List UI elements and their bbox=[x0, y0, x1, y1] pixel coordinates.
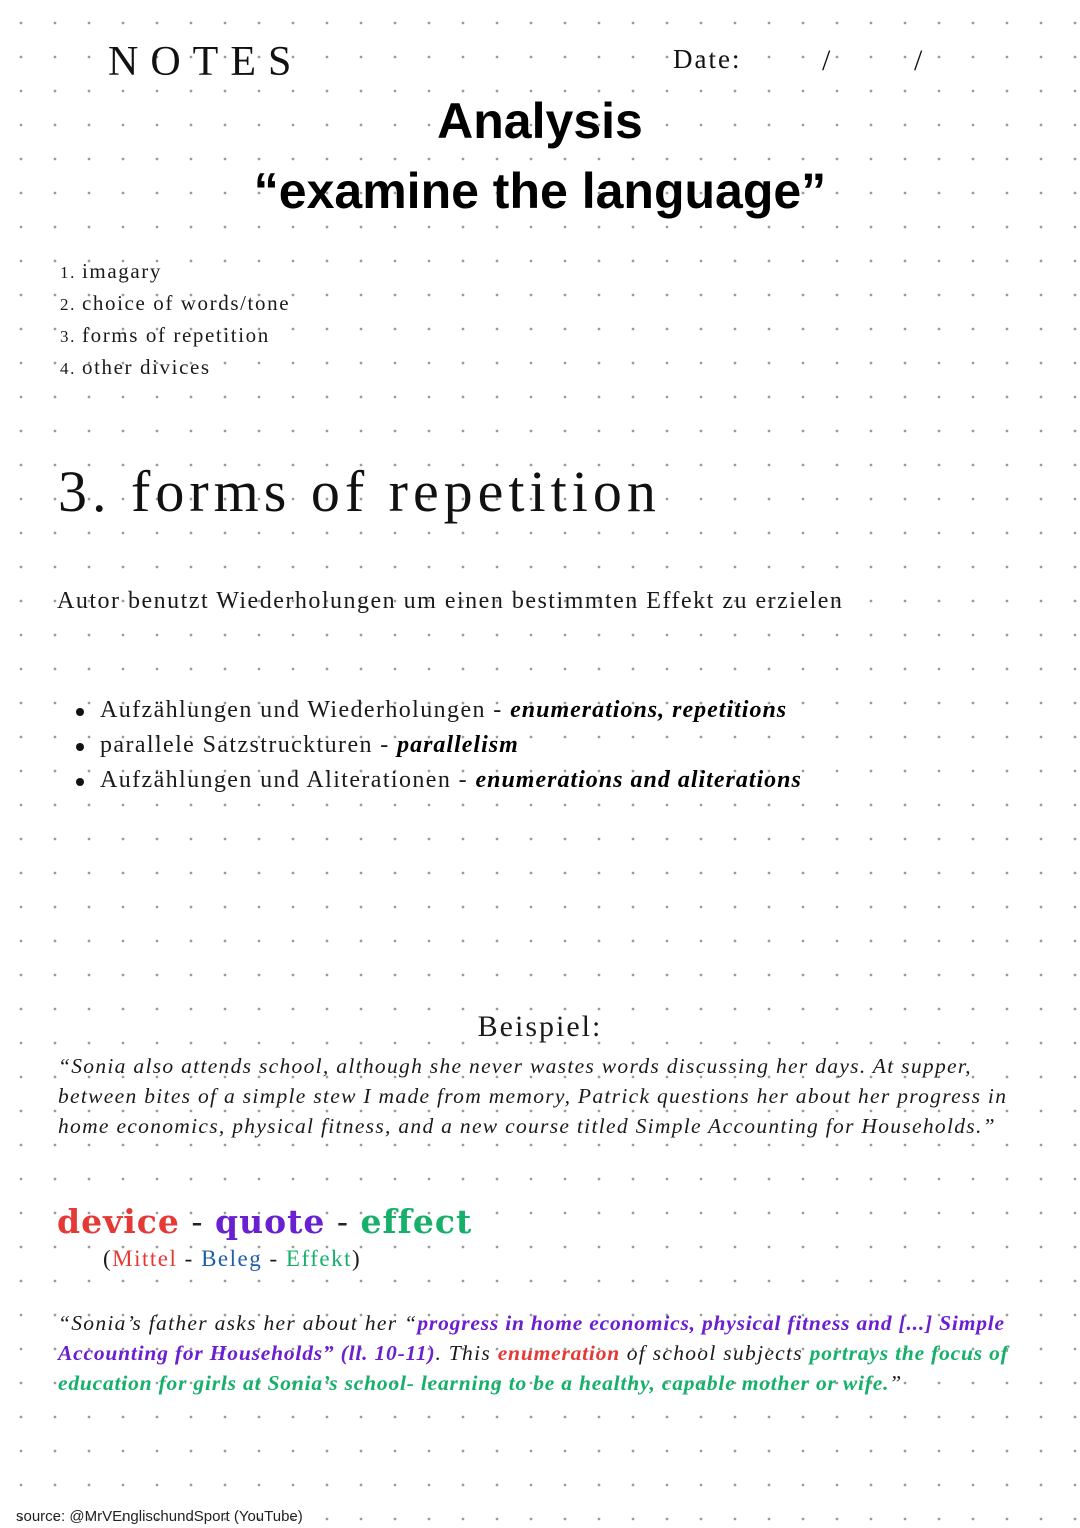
example-quote: “Sonia also attends school, although she never wastes words discussing her days. At supper, between bites of a simple stew I made from memory, Patrick questions her about her progress in home economics, physical fitness, and a new course titled Simple Accounting for Households.” bbox=[58, 1054, 1008, 1138]
paren-open: ( bbox=[103, 1246, 113, 1271]
analysis-effect: portrays the focus of education for girls at Sonia’s school- learning to be a healthy, capable mother or wife. bbox=[58, 1341, 1009, 1395]
analysis-text: “Sonia’s father asks her about her “ bbox=[58, 1311, 418, 1335]
bullet-german: parallele Satzstruckturen - bbox=[100, 732, 398, 758]
source-credit: source: @MrVEnglischundSport (YouTube) bbox=[16, 1508, 303, 1525]
list-text: other divices bbox=[82, 355, 211, 379]
list-number: 1. bbox=[60, 263, 76, 282]
list-text: imagary bbox=[82, 259, 163, 283]
notes-label: NOTES bbox=[108, 39, 304, 85]
date-slash: / bbox=[914, 44, 923, 77]
quote-label: quote bbox=[215, 1202, 326, 1241]
example-heading: Beispiel: bbox=[477, 1010, 603, 1043]
device-quote-effect-heading bbox=[57, 1202, 472, 1241]
bullet-german: Aufzählungen und Wiederholungen - bbox=[100, 697, 511, 723]
effekt-label: Effekt bbox=[285, 1246, 352, 1271]
bullet-item bbox=[74, 728, 802, 763]
list-number: 2. bbox=[60, 295, 76, 314]
page-title: Analysis bbox=[437, 93, 643, 149]
topic-list bbox=[60, 256, 290, 384]
bullet-english: parallelism bbox=[397, 732, 519, 758]
mittel-label: Mittel bbox=[112, 1246, 178, 1271]
separator: - bbox=[179, 1202, 216, 1241]
paren-close: ) bbox=[351, 1246, 362, 1271]
date-slash: / bbox=[822, 44, 831, 77]
bullet-english: enumerations, repetitions bbox=[510, 697, 788, 723]
list-item bbox=[60, 320, 290, 352]
bullet-list bbox=[74, 693, 802, 798]
beleg-label: Beleg bbox=[201, 1246, 263, 1271]
analysis-quote: progress in home economics, physical fitness and [...] Simple Accounting for Households” (ll. 10-11) bbox=[58, 1311, 1005, 1365]
analysis-paragraph bbox=[58, 1308, 1033, 1398]
device-label: device bbox=[57, 1202, 180, 1241]
list-text: choice of words/tone bbox=[82, 291, 291, 315]
list-number: 4. bbox=[60, 359, 76, 378]
list-text: forms of repetition bbox=[82, 323, 270, 347]
date-label: Date: bbox=[673, 44, 742, 74]
list-item bbox=[60, 352, 290, 384]
list-number: 3. bbox=[60, 327, 76, 346]
effect-label: effect bbox=[360, 1202, 473, 1241]
analysis-text: . This bbox=[435, 1341, 498, 1365]
list-item bbox=[60, 256, 290, 288]
section-heading: 3. forms of repetition bbox=[58, 459, 661, 524]
analysis-device: enumeration bbox=[497, 1341, 621, 1365]
list-item bbox=[60, 288, 290, 320]
separator: - bbox=[177, 1246, 202, 1271]
analysis-text: of school subjects bbox=[620, 1341, 810, 1365]
separator: - bbox=[262, 1246, 286, 1271]
separator: - bbox=[325, 1202, 361, 1241]
bullet-english: enumerations and aliterations bbox=[475, 767, 802, 793]
bullet-item bbox=[74, 763, 802, 798]
bullet-item bbox=[74, 693, 802, 728]
bullet-german: Aufzählungen und Aliterationen - bbox=[100, 767, 476, 793]
page-subtitle: “examine the language” bbox=[253, 163, 827, 219]
intro-text: Autor benutzt Wiederholungen um einen bestimmten Effekt zu erzielen bbox=[57, 588, 844, 614]
analysis-text: ” bbox=[889, 1371, 903, 1395]
german-translation bbox=[103, 1246, 361, 1272]
